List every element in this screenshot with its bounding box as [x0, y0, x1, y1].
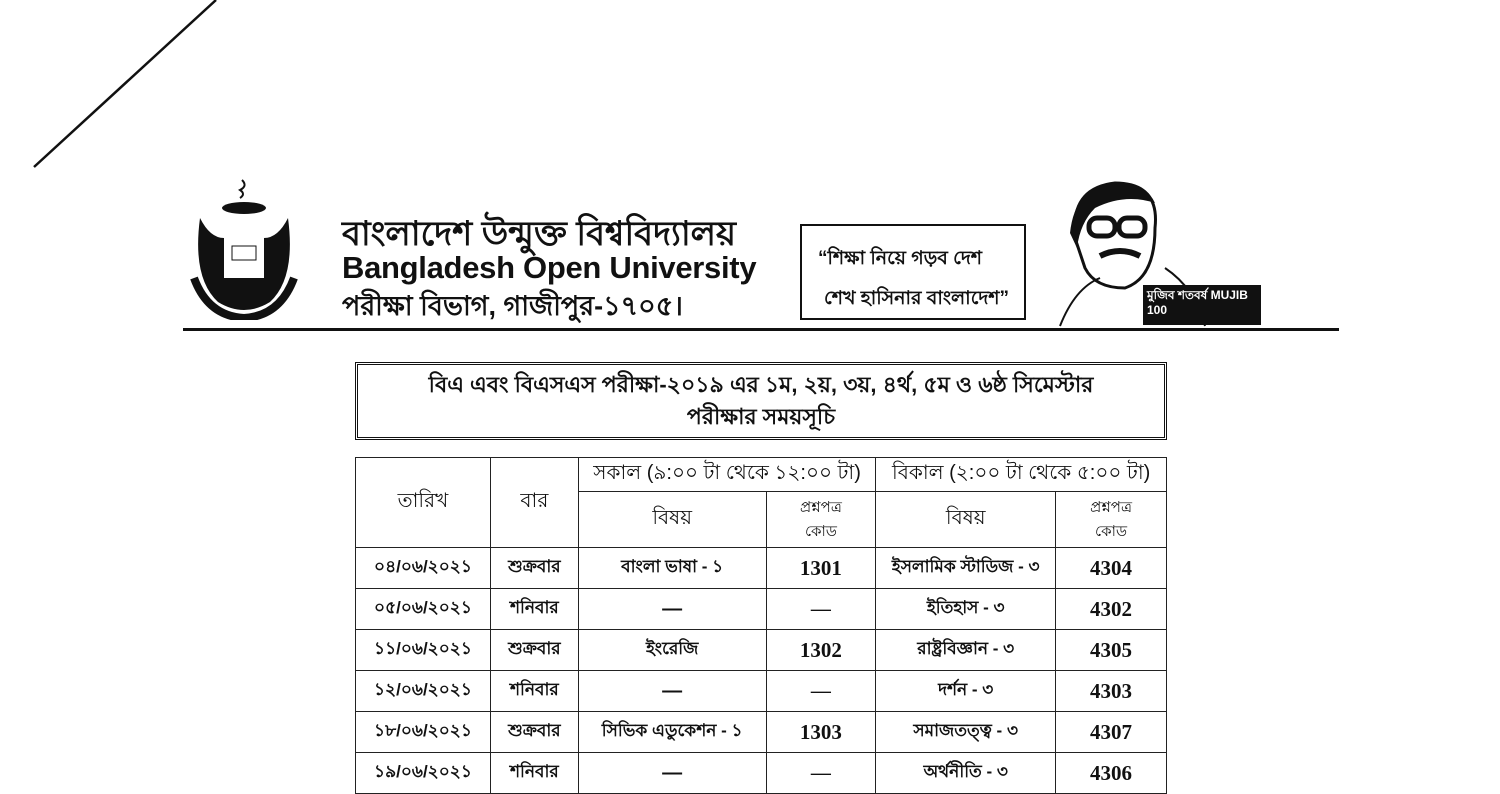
afternoon-subject-cell: সমাজতত্ত্ব - ৩	[876, 712, 1056, 753]
date-cell: ১২/০৬/২০২১	[356, 671, 491, 712]
afternoon-subject-cell: ইসলামিক স্টাডিজ - ৩	[876, 548, 1056, 589]
afternoon-code-cell: 4302	[1056, 589, 1167, 630]
university-name-bangla: বাংলাদেশ উন্মুক্ত বিশ্ববিদ্যালয়	[342, 215, 737, 253]
pen-stroke-mark	[0, 0, 230, 175]
date-cell: ০৫/০৬/২০২১	[356, 589, 491, 630]
day-cell: শুক্রবার	[490, 548, 578, 589]
code-label-line-2: কোড	[804, 522, 837, 540]
header-afternoon-subject: বিষয়	[876, 492, 1056, 548]
afternoon-subject-cell: রাষ্ট্রবিজ্ঞান - ৩	[876, 630, 1056, 671]
exam-schedule-table	[355, 457, 1167, 794]
table-row	[356, 630, 1167, 671]
morning-subject-cell: —	[578, 671, 766, 712]
day-cell: শনিবার	[490, 753, 578, 794]
morning-code-cell: 1302	[766, 630, 876, 671]
date-cell: ০৪/০৬/২০২১	[356, 548, 491, 589]
code-label-line-1: প্রশ্নপত্র	[800, 498, 842, 516]
afternoon-subject-cell: অর্থনীতি - ৩	[876, 753, 1056, 794]
morning-code-cell: —	[766, 671, 876, 712]
afternoon-subject-cell: দর্শন - ৩	[876, 671, 1056, 712]
slogan-box	[800, 224, 1026, 320]
day-cell: শনিবার	[490, 589, 578, 630]
slogan-line-2: শেখ হাসিনার বাংলাদেশ”	[824, 288, 1010, 309]
morning-subject-cell: —	[578, 589, 766, 630]
date-cell: ১৮/০৬/২০২১	[356, 712, 491, 753]
afternoon-subject-cell: ইতিহাস - ৩	[876, 589, 1056, 630]
day-cell: শুক্রবার	[490, 712, 578, 753]
header-afternoon-shift: বিকাল (২:০০ টা থেকে ৫:০০ টা)	[876, 458, 1167, 492]
table-row	[356, 712, 1167, 753]
header-day: বার	[490, 458, 578, 548]
morning-code-cell: —	[766, 753, 876, 794]
morning-subject-cell: —	[578, 753, 766, 794]
morning-code-cell: 1301	[766, 548, 876, 589]
header-afternoon-code	[1056, 492, 1167, 548]
morning-subject-cell: সিভিক এডুকেশন - ১	[578, 712, 766, 753]
code-label-line-2: কোড	[1095, 522, 1128, 540]
header-morning-subject: বিষয়	[578, 492, 766, 548]
date-cell: ১১/০৬/২০২১	[356, 630, 491, 671]
notice-title-line-2: পরীক্ষার সময়সূচি	[686, 404, 836, 429]
notice-title-box	[355, 362, 1167, 440]
afternoon-code-cell: 4306	[1056, 753, 1167, 794]
header-date: তারিখ	[356, 458, 491, 548]
table-row	[356, 753, 1167, 794]
morning-subject-cell: ইংরেজি	[578, 630, 766, 671]
header-morning-code	[766, 492, 876, 548]
university-name-english: Bangladesh Open University	[342, 250, 757, 285]
department-address: পরীক্ষা বিভাগ, গাজীপুর-১৭০৫।	[342, 291, 683, 321]
day-cell: শুক্রবার	[490, 630, 578, 671]
mujib-100-logo-text: মুজিব শতবর্ষ MUJIB 100	[1143, 285, 1261, 325]
header-morning-shift: সকাল (৯:০০ টা থেকে ১২:০০ টা)	[578, 458, 876, 492]
morning-code-cell: 1303	[766, 712, 876, 753]
table-row	[356, 671, 1167, 712]
morning-subject-cell: বাংলা ভাষা - ১	[578, 548, 766, 589]
afternoon-code-cell: 4303	[1056, 671, 1167, 712]
table-row	[356, 589, 1167, 630]
afternoon-code-cell: 4304	[1056, 548, 1167, 589]
header-divider	[183, 328, 1339, 331]
day-cell: শনিবার	[490, 671, 578, 712]
table-row	[356, 548, 1167, 589]
morning-code-cell: —	[766, 589, 876, 630]
afternoon-code-cell: 4305	[1056, 630, 1167, 671]
code-label-line-1: প্রশ্নপত্র	[1090, 498, 1132, 516]
afternoon-code-cell: 4307	[1056, 712, 1167, 753]
date-cell: ১৯/০৬/২০২১	[356, 753, 491, 794]
notice-title-line-1: বিএ এবং বিএসএস পরীক্ষা-২০১৯ এর ১ম, ২য়, ৩য়, ৪র্থ, ৫ম ও ৬ষ্ঠ সিমেস্টার	[428, 372, 1094, 397]
university-logo	[188, 178, 300, 320]
slogan-line-1: “শিক্ষা নিয়ে গড়ব দেশ	[818, 248, 983, 269]
